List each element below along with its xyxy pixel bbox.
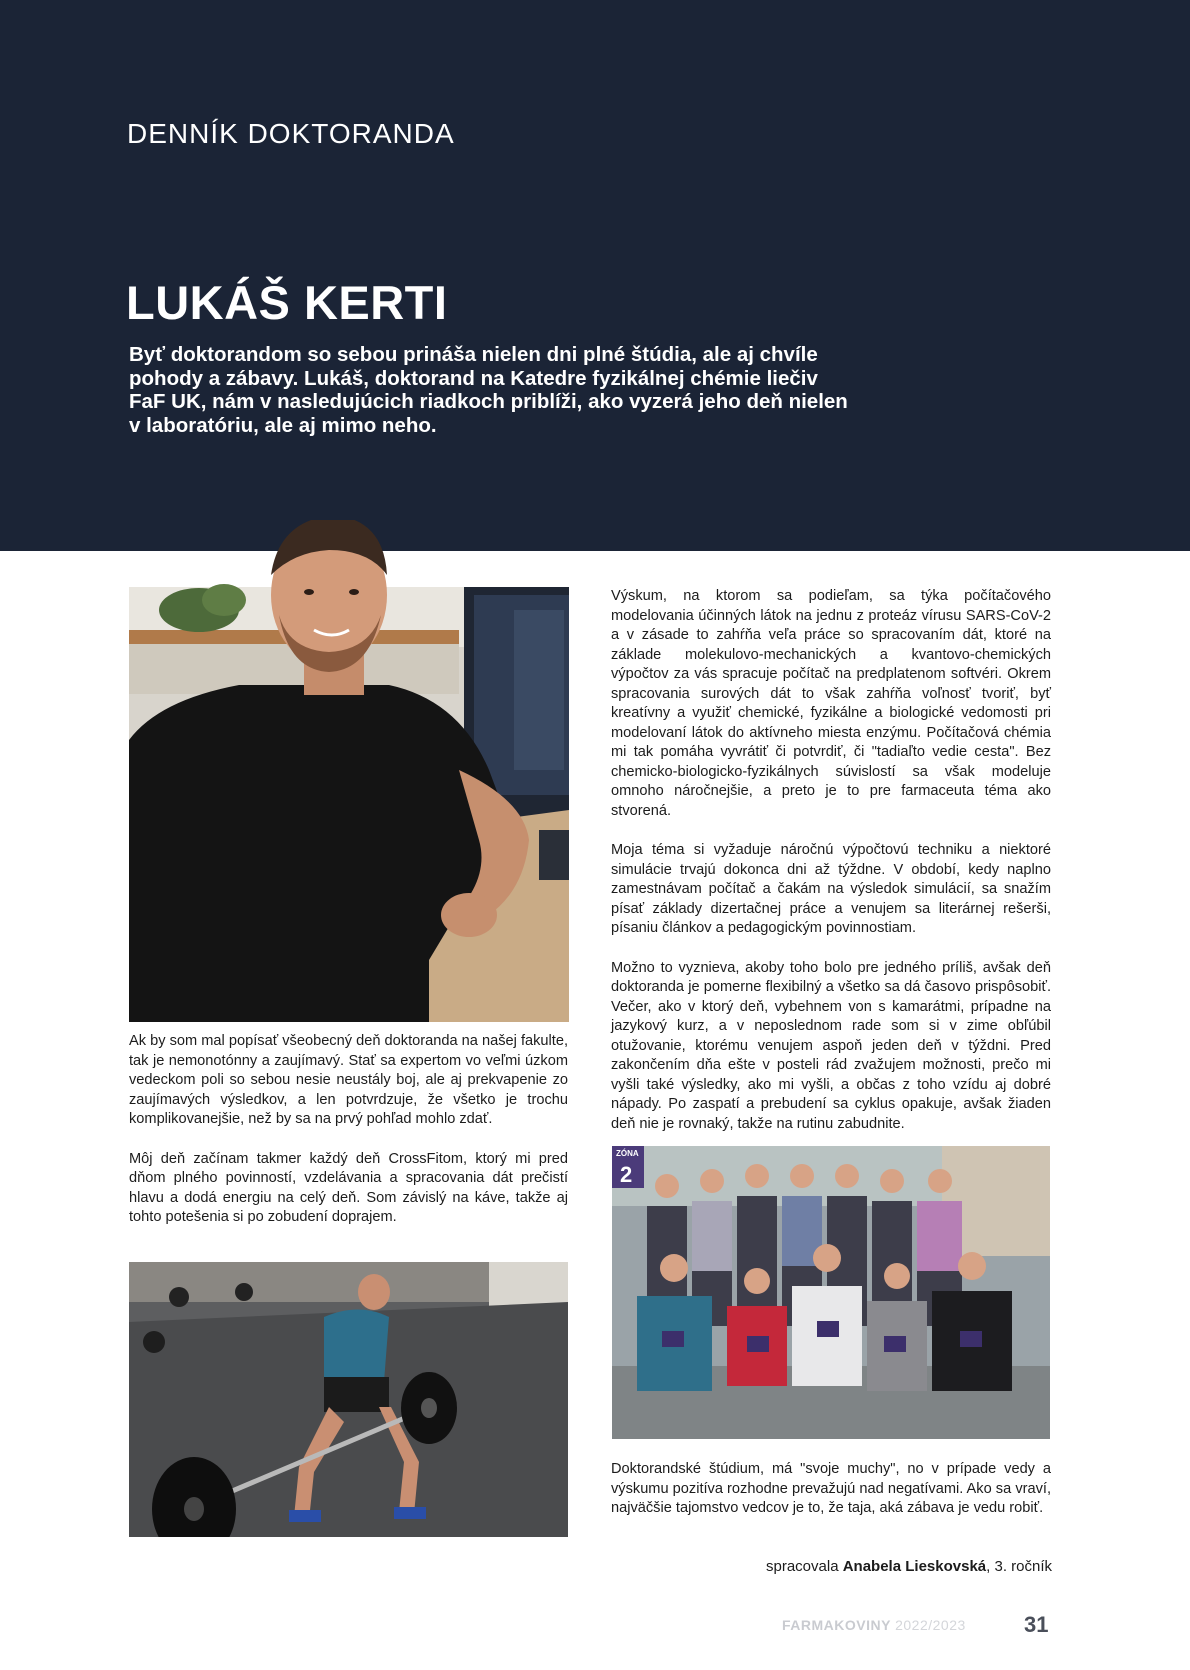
article-title: LUKÁŠ KERTI	[126, 276, 448, 329]
left-column-text	[129, 1032, 568, 1248]
credit-prefix: spracovala	[766, 1558, 843, 1575]
publication-year: 2022/2023	[895, 1617, 966, 1633]
lead-paragraph: Byť doktorandom so sebou prináša nielen dni plné štúdia, ale aj chvíle pohody a zábavy. Lukáš, doktorand na Katedre fyzikálnej chémie liečiv FaF UK, nám v nasledujúcich riadkoch priblíži, ako vyzerá jeho deň nielen v laboratóriu, ale aj mimo neho.	[129, 343, 848, 437]
paragraph: Môj deň začínam takmer každý deň CrossFitom, ktorý mi pred dňom plného povinností, vzdelávania a spracovania dát prečistí hlavu a dodá energiu na celý deň. Som závislý na káve, takže aj tohto potešenia si po zobudení doprajem.	[129, 1150, 568, 1225]
header-band	[0, 0, 1190, 551]
paragraph: Ak by som mal popísať všeobecný deň doktoranda na našej fakulte, tak je nemonotónny a zaujímavý. Stať sa expertom vo veľmi úzkom vedeckom poli so sebou nesie neustály boj, ale aj prekvapenie zo zaujímavých výsledkov, a len potvrdzuje, že všetko je trochu komplikovanejšie, než by sa na prvý pohľad mohlo zdať.	[129, 1033, 568, 1127]
closing-paragraph	[611, 1460, 1051, 1539]
crossfit-photo	[129, 1262, 568, 1537]
credit-suffix: , 3. ročník	[986, 1558, 1052, 1575]
publication-name: FARMAKOVINY	[782, 1617, 891, 1633]
right-column-text	[611, 587, 1051, 1154]
author-credit	[766, 1558, 1052, 1575]
paragraph: Možno to vyznieva, akoby toho bolo pre jedného príliš, avšak deň doktoranda je pomerne flexibilný a všetko sa dá časovo prispôsobiť. Večer, ako v ktorý deň, vybehnem von s kamarátmi, prípadne na jazykový kurz, a v neposlednom rade som si v zime obľúbil otužovanie, ktorému venujem aspoň jeden deň v týždni. Pred zakončením dňa ešte v posteli rád zvažujem možnosti, prečo mi vyšli také výsledky, ako mi vyšli, a občas z toho vzídu aj dobré nápady. Po zaspatí a prebudení sa cyklus opakuje, avšak žiaden deň nie je rovnaký, takže na rutinu zabudnite.	[611, 959, 1051, 1132]
page-number: 31	[1024, 1612, 1049, 1637]
paragraph: Doktorandské štúdium, má "svoje muchy", no v prípade vedy a výskumu pozitíva rozhodne prevažujú nad negatívami. Ako sa vraví, najväčšie tajomstvo vedcov je to, že taja, aká zábava je vedu robiť.	[611, 1461, 1051, 1516]
zone-label: ZÓNA	[616, 1149, 639, 1158]
race-group-photo	[612, 1146, 1050, 1439]
paragraph: Výskum, na ktorom sa podieľam, sa týka počítačového modelovania účinných látok na jednu z proteáz vírusu SARS-CoV-2 a v zásade to zahŕňa veľa práce so spracovaním dát, ktoré na základe molekulovo-mechanických a kvantovo-chemických výpočtov za vás spracuje počítač na predplatenom softvéri. Okrem spracovania surových dát to však zahŕňa voľnosť tvoriť, byť kreatívny a využiť chemické, fyzikálne a biologické vedomosti pri modelovaní látok do aktívneho miesta enzýmu. Počítačová chémia mi tak pomáha vyvrátiť či potvrdiť, či "tadiaľto vedie cesta". Bez chemicko-biologicko-fyzikálnych súvislostí sa však modeluje omnoho náročnejšie, a preto je to pre farmaceuta téma ako stvorená.	[611, 588, 1051, 819]
footer	[782, 1617, 966, 1633]
zone-number: 2	[620, 1162, 633, 1187]
paragraph: Moja téma si vyžaduje náročnú výpočtovú techniku a niektoré simulácie trvajú dokonca dni až týždne. V období, kedy naplno zamestnávam počítač a čakám na výsledok simulácií, sa snažím písať základy dizertačnej práce a venujem sa literárnej rešerši, písaniu článkov a pedagogickým povinnostiam.	[611, 842, 1051, 936]
section-label: DENNÍK DOKTORANDA	[127, 118, 455, 149]
portrait-photo	[129, 520, 569, 1022]
credit-author: Anabela Lieskovská	[842, 1558, 987, 1575]
